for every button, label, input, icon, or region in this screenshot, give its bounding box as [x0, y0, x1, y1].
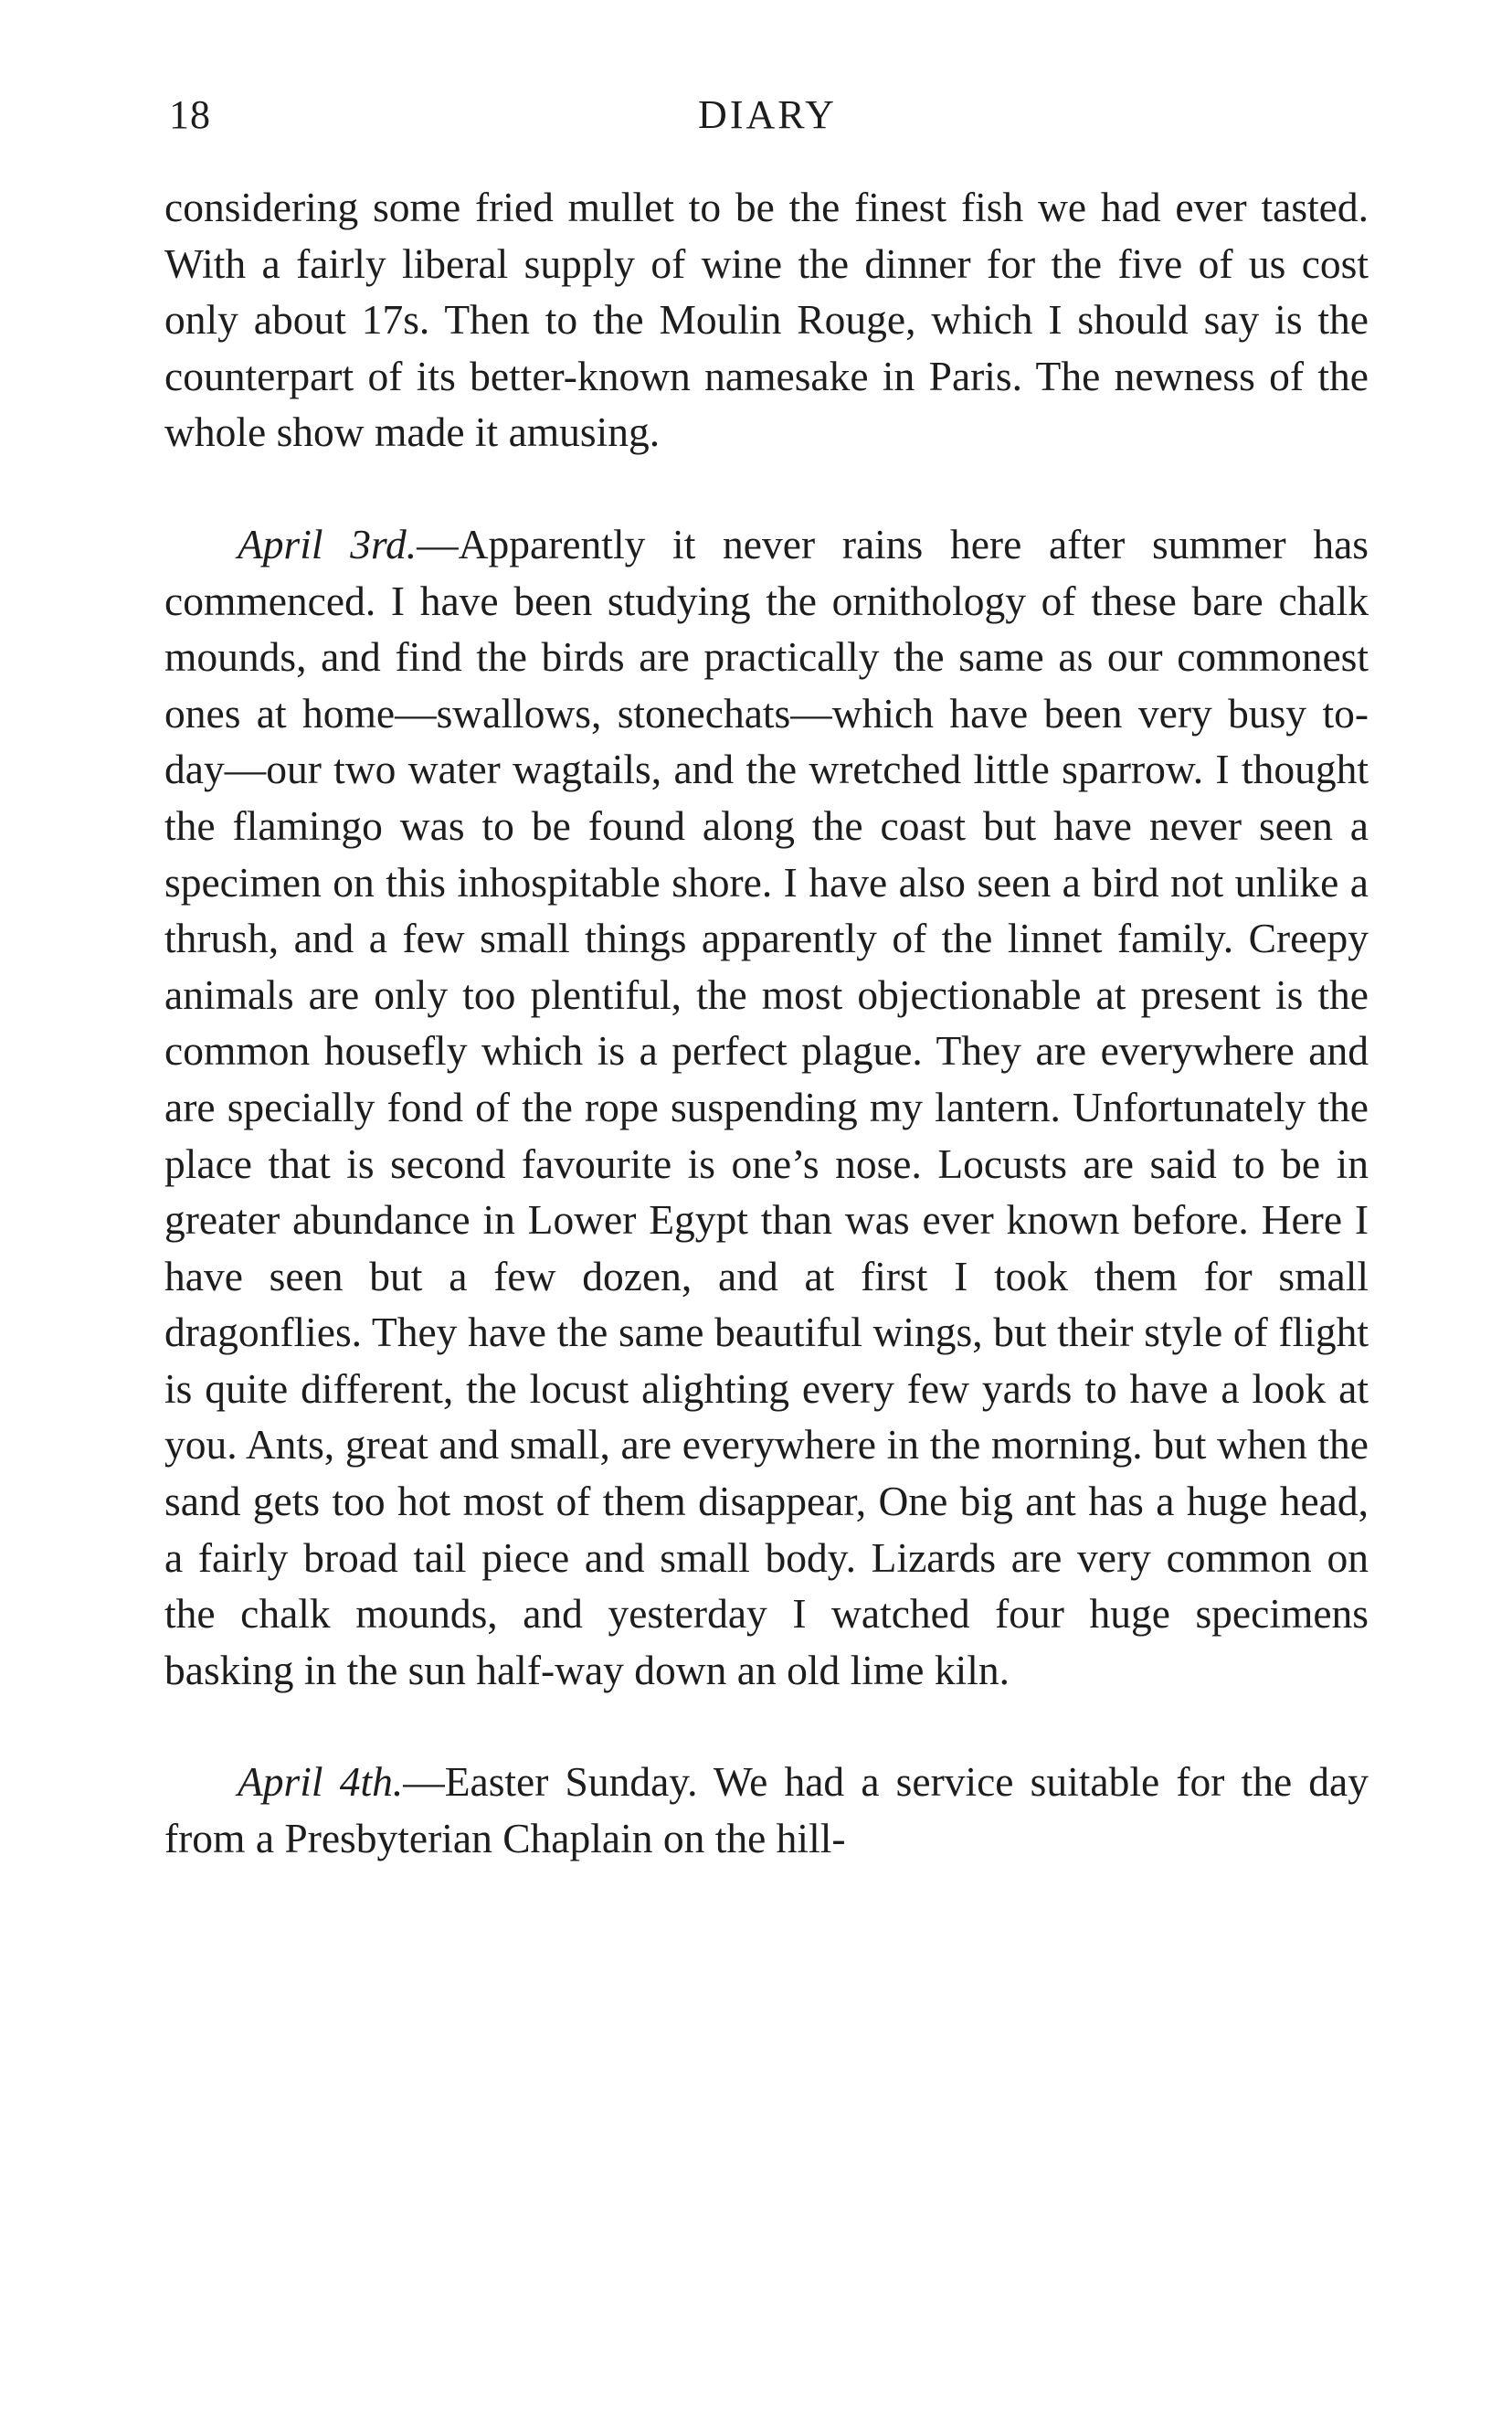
entry-date: April 3rd.: [238, 520, 418, 567]
page-header: [169, 91, 1366, 146]
body-text: [164, 179, 1369, 1867]
paragraph-continuation: considering some fried mullet to be the finest fish we had ever tasted. With a fairly liberal supply of wine the dinner for the five of us cost only about 17s. Then to the Moulin Rouge, which I should say is the counterpart of its better-known namesake in Paris. The newness of the whole show made it amusing.: [164, 184, 1369, 456]
paragraph-gap: [164, 1698, 1369, 1754]
diary-entry-april-3: [164, 516, 1369, 1698]
entry-date: April 4th.: [238, 1758, 404, 1806]
paragraph-gap: [164, 461, 1369, 516]
entry-text: —Easter Sunday. We had a service suitable for the day from a Presbyterian Chaplain on the hill-: [164, 1758, 1369, 1862]
entry-text: —Apparently it never rains here after summer has commenced. I have been studying the ornithology of these bare chalk mounds, and find the birds are practically the same as our commonest ones at home—swallows, stonechats—which have been very busy to-day—our two water wagtails, and the wretched little sparrow. I thought the flamingo was to be found along the coast but have never seen a specimen on this inhospitable shore. I have also seen a bird not unlike a thrush, and a few small things apparently of the linnet family. Creepy animals are only too plentiful, the most objectionable at present is the common housefly which is a perfect plague. They are everywhere and are specially fond of the rope suspending my lantern. Unfortunately the place that is second favourite is one’s nose. Locusts are said to be in greater abundance in Lower Egypt than was ever known before. Here I have seen but a few dozen, and at first I took them for small dragonflies. They have the same beautiful wings, but their style of flight is quite different, the locust alighting every few yards to have a look at you. Ants, great and small, are everywhere in the morning. but when the sand gets too hot most of them disappear, One big ant has a huge head, a fairly broad tail piece and small body. Lizards are very common on the chalk mounds, and yesterday I watched four huge specimens basking in the sun half-way down an old lime kiln.: [164, 520, 1369, 1693]
running-title: DIARY: [698, 92, 837, 137]
page-number: 18: [169, 92, 211, 137]
diary-entry-april-4: [164, 1754, 1369, 1866]
